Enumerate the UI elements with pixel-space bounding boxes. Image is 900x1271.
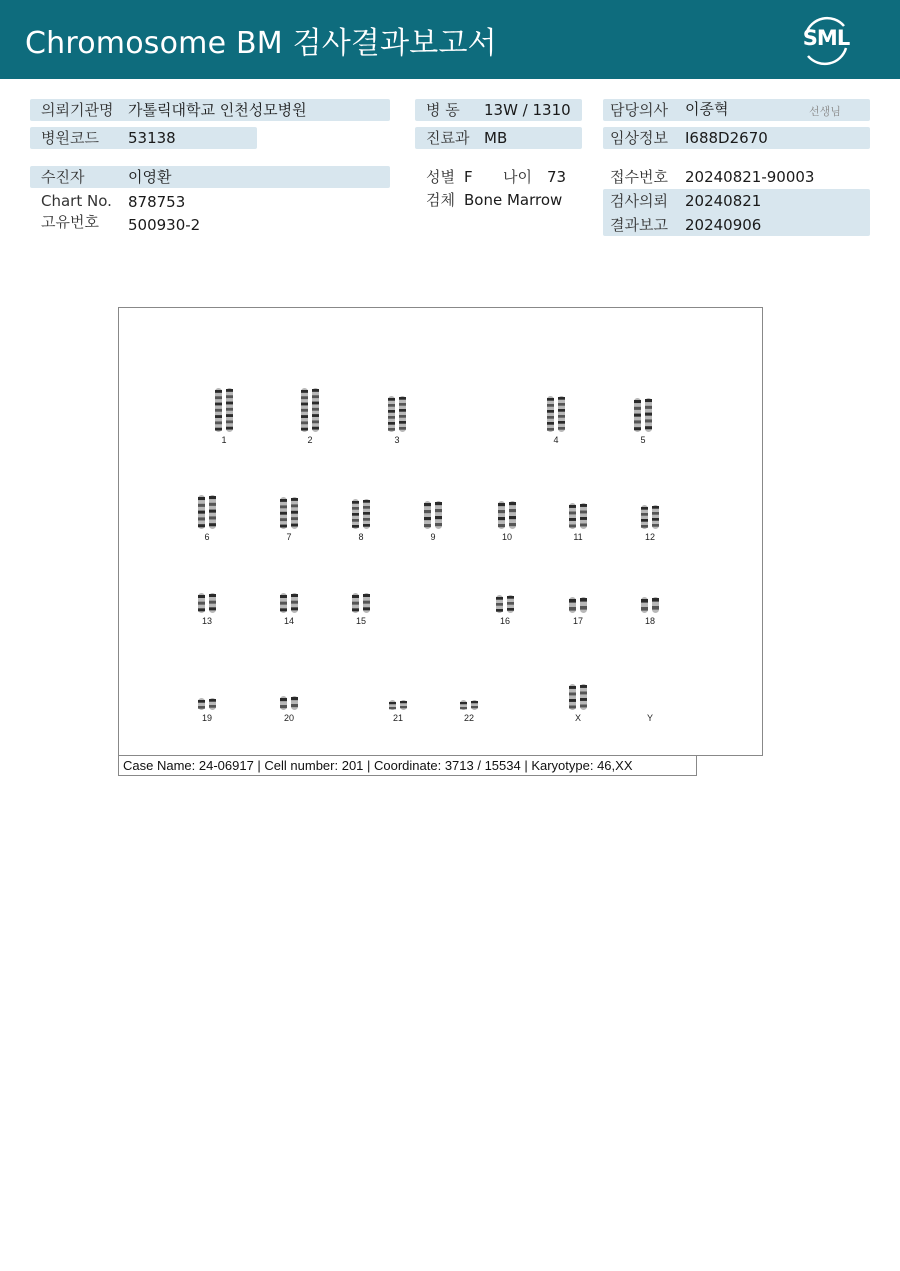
ward-value: 13W / 1310 — [484, 101, 571, 119]
chromosome-pair-15 — [348, 593, 374, 613]
specimen-label: 검체 — [426, 191, 455, 209]
sml-logo — [798, 12, 854, 68]
chromosome-label-2: 2 — [307, 435, 313, 445]
sex-label: 성별 — [426, 168, 455, 186]
report-date-value: 20240906 — [685, 216, 762, 234]
chromosome-pair-4 — [543, 396, 569, 432]
chromosome-label-9: 9 — [430, 532, 436, 542]
patient-name-label: 수진자 — [41, 168, 85, 186]
chromosome-label-22: 22 — [463, 713, 474, 723]
request-date-value: 20240821 — [685, 192, 762, 210]
hospital-code-value: 53138 — [128, 129, 176, 147]
chromosome-label-4: 4 — [553, 435, 559, 445]
report-title: Chromosome BM 검사결과보고서 — [25, 26, 497, 61]
chromosome-label-12: 12 — [644, 532, 655, 542]
hospital-code-label: 병원코드 — [41, 129, 99, 147]
receipt-no-value: 20240821-90003 — [685, 168, 815, 186]
chromosome-pair-2 — [297, 388, 323, 432]
chromosome-pair-14 — [276, 593, 302, 613]
chromosome-label-18: 18 — [644, 616, 655, 626]
institution-label: 의뢰기관명 — [41, 101, 114, 119]
chromosome-label-1: 1 — [221, 435, 227, 445]
clinical-info-value: I688D2670 — [685, 129, 768, 147]
case-info-text: Case Name: 24-06917 | Cell number: 201 | Coordinate: 3713 / 15534 | Karyotype: 46,XX — [123, 758, 633, 773]
chromosome-label-6: 6 — [204, 532, 210, 542]
chromosome-pair-3 — [384, 396, 410, 432]
unique-no-value: 500930-2 — [128, 216, 201, 234]
chromosome-pair-x — [565, 684, 591, 710]
receipt-no-label: 접수번호 — [610, 168, 668, 186]
chromosome-pair-6 — [194, 495, 220, 529]
chromosome-label-21: 21 — [392, 713, 403, 723]
chromosome-label-16: 16 — [499, 616, 510, 626]
age-label: 나이 — [503, 168, 532, 186]
department-label: 진료과 — [426, 129, 470, 147]
report-header — [0, 0, 900, 79]
doctor-suffix: 선생님 — [809, 105, 841, 118]
chromosome-pair-7 — [276, 497, 302, 529]
logo-text: SML — [802, 26, 850, 50]
chromosome-label-19: 19 — [201, 713, 212, 723]
institution-value: 가톨릭대학교 인천성모병원 — [128, 101, 307, 119]
chart-no-value: 878753 — [128, 193, 186, 211]
ward-label: 병 동 — [426, 101, 460, 119]
patient-name-value: 이영환 — [128, 168, 172, 186]
chromosome-pair-17 — [565, 597, 591, 613]
chromosome-pair-13 — [194, 593, 220, 613]
chromosome-label-10: 10 — [501, 532, 512, 542]
chromosome-label-3: 3 — [394, 435, 400, 445]
chromosome-label-20: 20 — [283, 713, 294, 723]
specimen-value: Bone Marrow — [464, 191, 563, 209]
chromosome-label-7: 7 — [286, 532, 292, 542]
chromosome-pair-9 — [420, 501, 446, 529]
sex-value: F — [464, 168, 473, 186]
karyotype-image — [118, 307, 763, 756]
doctor-value: 이종혁 — [685, 100, 729, 118]
chart-no-label: Chart No. — [41, 192, 112, 210]
age-value: 73 — [547, 168, 567, 186]
chromosome-label-5: 5 — [640, 435, 646, 445]
chromosome-label-13: 13 — [201, 616, 212, 626]
request-date-label: 검사의뢰 — [610, 192, 668, 210]
chromosome-pair-20 — [276, 696, 302, 710]
chromosome-pair-21 — [385, 700, 411, 710]
chromosome-label-8: 8 — [358, 532, 364, 542]
chromosome-pair-19 — [194, 698, 220, 710]
chromosome-pair-22 — [456, 700, 482, 710]
department-value: MB — [484, 129, 508, 147]
chromosome-pair-5 — [630, 398, 656, 432]
chromosome-label-y: Y — [646, 713, 653, 723]
chromosome-label-x: X — [574, 713, 581, 723]
chromosome-pair-12 — [637, 505, 663, 529]
chromosome-pair-1 — [211, 388, 237, 432]
chromosome-label-15: 15 — [355, 616, 366, 626]
clinical-info-label: 임상정보 — [610, 129, 668, 147]
case-info-bar — [118, 756, 697, 776]
chromosome-pair-8 — [348, 499, 374, 529]
chromosome-pair-18 — [637, 597, 663, 613]
chromosome-label-11: 11 — [573, 532, 583, 542]
chromosome-pair-11 — [565, 503, 591, 529]
chromosome-label-14: 14 — [283, 616, 294, 626]
chromosome-label-17: 17 — [572, 616, 583, 626]
report-date-label: 결과보고 — [610, 216, 668, 234]
unique-no-label: 고유번호 — [41, 213, 99, 231]
chromosome-pair-10 — [494, 501, 520, 529]
chromosome-pair-16 — [492, 595, 518, 613]
doctor-label: 담당의사 — [610, 101, 668, 119]
